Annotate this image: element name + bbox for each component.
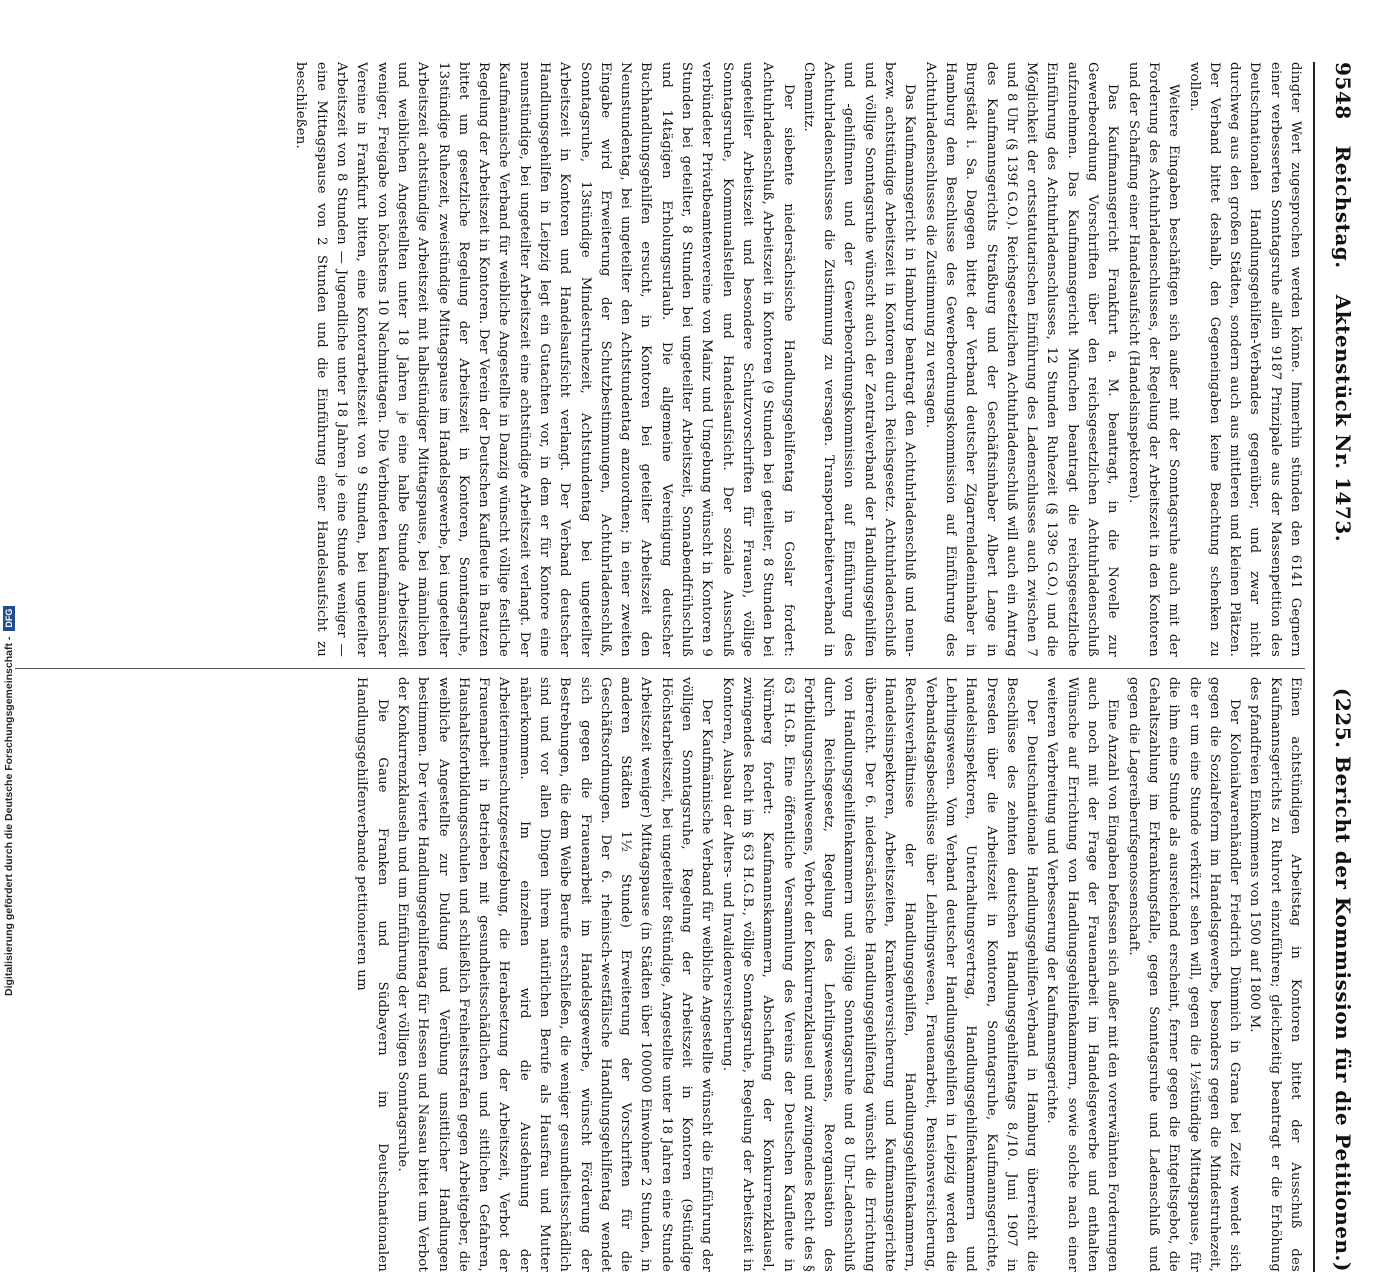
publication-title: Reichstag. bbox=[1331, 145, 1355, 269]
section-title: (225. Bericht der Kommission für die Petitionen.) bbox=[1331, 687, 1355, 1272]
digitization-credit bbox=[2, 596, 16, 996]
paragraph: Der siebente niedersächsische Handlungsgehilfentag in Goslar fordert: Achtuhrladenschluß, Arbeitszeit in Kontoren (9 Stunden bei geteilter, 8 Stunden bei ungeteilter Arbeitszeit und besondere Schutzvorschriften für Frauen), völlige Sonntagsruhe, Kommunalstellen und Handelsaufsicht. Der soziale Ausschuß verbündeter Privatbeamtenvereine von Mainz und Umgebung wünscht in Kontoren 9 Stunden bei geteilter, 8 Stunden bei ungeteilter Arbeitszeit, Sonnabendfrühschluß und 14tägigen Erholungsurlaub. Die allgemeine Vereinigung deutscher Buchhandlungsgehilfen ersucht, in Kontoren bei geteilter Arbeitszeit den Neunstundentag, bei ungeteilter den Achtstundentag anzuordnen; in einer zweiten Eingabe wird Erweiterung der Schutzbestimmungen, Achtuhrladenschluß, Sonntagsruhe, 13stündige Mindestruhezeit, Achtstundentag bei ungeteilter Arbeitszeit in Kontoren und Handelsaufsicht verlangt. Der Verband deutscher Handlungsgehilfen in Leipzig legt ein Gutachten vor, in dem er für Kontore eine neunstündige, bei ungeteilter Arbeitszeit eine achtstündige Arbeitszeit verlangt. Der Kaufmännische Verband für weibliche Angestellte in Danzig wünscht völlige festliche Regelung der Arbeitszeit in Kontoren. Der Verein der Deutschen Kaufleute in Bautzen bittet um gesetzliche Regelung der Arbeitszeit in Kontoren, Sonntagsruhe, 13stündige Ruhezeit, zweistündige Mittagspause im Handelsgewerbe, bei ungeteilter Arbeitszeit achtstündige Arbeitszeit mit halbstündiger Mittagspause, bei männlichen und weiblichen Angestellten unter 18 Jahren je eine halbe Stunde Arbeitszeit weniger, Freigabe von höchstens 10 Nachmittagen. Die Verbindeten kaufmännischer Vereine in Frankfurt bitten, eine Kontorarbeitszeit von 9 Stunden, bei ungeteilter Arbeitszeit von 8 Stunden — Jugendliche unter 18 Jahren je eine Stunde weniger — eine Mittagspause von 2 Stunden und die Einführung einer Handelsaufsicht zu beschließen. bbox=[293, 62, 796, 657]
column-divider bbox=[15, 668, 1305, 669]
paragraph: Einen achtstündigen Arbeitstag in Kontoren bittet der Ausschuß des Kaufmannsgerichts zu Ruhrort einzuführen; gleichzeitig beantragt er die Erhöhung des pfandfreien Einkommens von 1500 auf 1800 M. bbox=[1247, 677, 1303, 1272]
paragraph: Eine Anzahl von Eingaben befassen sich außer mit den vorerwähnten Forderungen auch noch mit der Frage der Frauenarbeit im Handelsgewerbe und enthalten Wünsche auf Errichtung von Handlungsgehilfenkammern, sowie solche nach einer weiteren Verbreitung und Verbesserung der Kaufmannsgerichte. bbox=[1044, 677, 1121, 1272]
dfg-logo: DFG bbox=[3, 606, 15, 631]
paragraph: dingter Wert zugesprochen werden könne. Immerhin stünden den 6141 Gegnern einer verbesserten Sonntagsruhe allein 9187 Prinzipale aus der Massenpetition des Deutschnationalen Handlungsgehilfen-Verbandes gegenüber, und zwar nicht durchweg aus den großen Städten, sondern auch aus mittleren und kleinen Plätzen. Der Verband bittet deshalb, den Gegeneingaben keine Beachtung schenken zu wollen. bbox=[1186, 62, 1303, 657]
running-head bbox=[1321, 62, 1355, 1272]
paragraph: Das Kaufmannsgericht in Hamburg beantragt den Achtuhrladenschluß und neun- bezw. achtstündige Arbeitszeit in Kontoren durch Reichsgesetz. Achtuhrladenschluß und völlige Sonntagsruhe wünscht auch der Zentralverband der Handlungsgehilfen und -gehilfinnen und der Gewerbeordnungskommission auf Einführung des Achtuhrladenschlusses die Zustimmung zu versagen. Transportarbeiterverband in Chemnitz. bbox=[800, 62, 918, 657]
page-number: 9548 bbox=[1331, 62, 1355, 120]
paragraph: Die Gaue Franken und Südbayern im Deutschnationalen Handlungsgehilfenverbande petitionieren um bbox=[354, 677, 390, 1272]
text-column-right bbox=[15, 677, 1305, 1272]
credit-text: Digitalisierung gefördert durch die Deutsche Forschungsgemeinschaft - bbox=[3, 636, 15, 996]
header-rule bbox=[1313, 62, 1315, 1272]
paragraph: Der Deutschnationale Handlungsgehilfen-Verband in Hamburg überreicht die Beschlüsse des zehnten deutschen Handlungsgehilfentags 8./10. Juni 1907 in Dresden über die Arbeitszeit in Kontoren, Sonntagsruhe, Kaufmannsgerichte, Handelsinspektoren, Unterhaltungsvertrag, Handlungsgehilfenkammern und Lehrlingswesen. Vom Verband deutscher Handlungsgehilfen in Leipzig werden die Verbandstagsbeschlüsse über Lehrlingswesen, Frauenarbeit, Pensionsversicherung, Rechtsverhältnisse der Handlungsgehilfen, Handlungsgehilfenkammern, Handelsinspektoren, Arbeitszeiten, Krankenversicherung und Kaufmannsgerichte überreicht. Der 6. niedersächsische Handlungsgehilfentag wünscht die Errichtung von Handlungsgehilfenkammern und völlige Sonntagsruhe und 8 Uhr-Ladenschluß durch Reichsgesetz, Regelung des Lehrlingswesens, Reorganisation des Fortbildungsschulwesens, Verbot der Konkurrenzklausel und zwingendes Recht des § 63 H.G.B. Eine öffentliche Versammlung des Vereins der Deutschen Kaufleute in Nürnberg fordert: Kaufmannskammern, Abschaffung der Konkurrenzklausel, zwingendes Recht im § 63 H.G.B., völlige Sonntagsruhe, Regelung der Arbeitszeit in Kontoren, Ausbau der Alters- und Invalidenversicherung. bbox=[719, 677, 1040, 1272]
paragraph: Der Kolonialwarenhändler Friedrich Dümmich in Grana bei Zeitz wendet sich gegen die Sozialreform im Handelsgewerbe, besonders gegen die Mindestruhezeit, die er um eine Stunde verkürzt sehen will, gegen die 1½stündige Mittagspause, für die ihm eine Stunde als ausreichend erscheint, ferner gegen die Entgeltsgebot, die Gehaltszahlung im Erkrankungsfalle, gegen Sonntagsruhe und Ladenschluß und gegen die Lagereiberufsgenossenschaft. bbox=[1125, 677, 1243, 1272]
paragraph: Der Kaufmännische Verband für weibliche Angestellte wünscht die Einführung der völligen Sonntagsruhe, Regelung der Arbeitszeit in Kontoren (9stündige Höchstarbeitszeit, bei ungeteilter 8stündige, Angestellte unter 18 Jahren eine Stunde Arbeitszeit weniger) Mittagspause (in Städten über 100000 Einwohner 2 Stunden, in anderen Städten 1½ Stunde) Erweiterung der Vorschriften für die Geschäftsordnungen. Der 6. rheinisch-westfälische Handlungsgehilfentag wendet sich gegen die Frauenarbeit im Handelsgewerbe, wünscht Förderung der Bestrebungen, die dem Weibe Berufe erschließen, die weniger gesundheitsschädlich sind und vor allen Dingen ihrem natürlichen Berufe als Hausfrau und Mutter näherkommen. Im einzelnen wird die Ausdehnung der Arbeiterinnenschutzgesetzgebung, die Herabsetzung der Arbeitszeit, Verbot der Frauenarbeit in Betrieben mit gesundheitsschädlichen und sittlichen Gefahren, Haushaltsfortbildungsschulen und schließlich Freiheitsstrafen gegen Arbeitgeber, die weibliche Angestellte zur Duldung und Verübung unsittlicher Handlungen bestimmen. Der vierte Handlungsgehilfentag für Hessen und Nassau bittet um Verbot der Konkurrenzklauseln und um Einführung der völligen Sonntagsruhe. bbox=[394, 677, 715, 1272]
text-column-left bbox=[15, 62, 1305, 657]
document-number: Aktenstück Nr. 1473. bbox=[1331, 294, 1355, 543]
paragraph: Weitere Eingaben beschäftigen sich außer mit der Sonntagsruhe auch mit der Forderung des Achtuhrladenschlusses, der Regelung der Arbeitszeit in den Kontoren und der Schaffung einer Handelsaufsicht (Handelsinspektoren). bbox=[1125, 62, 1182, 657]
paragraph: Das Kaufmannsgericht Frankfurt a. M. beantragt, in die Novelle zur Gewerbeordnung Vorschriften über den reichsgesetzlichen Achtuhrladenschluß aufzunehmen. Das Kaufmannsgericht München beantragt die reichsgesetzliche Einführung des Achtuhrladenschlusses, 12 Stunden Ruhezeit (§ 139c G.O.) und die Möglichkeit der ortsstatutarischen Einführung des Ladenschlusses auch zwischen 7 und 8 Uhr (§ 139f G.O.). Reichsgesetzlichen Achtuhrladenschluß will auch ein Antrag des Kaufmannsgerichts Straßburg und der Geschäftsinhaber Albert Lange in Burgstädt i. Sa. Dagegen bittet der Verband deutscher Zigarrenladeninhaber in Hamburg dem Beschlusse des Gewerbeordnungskommission auf Einführung des Achtuhrladenschlusses die Zustimmung zu versagen. bbox=[922, 62, 1121, 657]
